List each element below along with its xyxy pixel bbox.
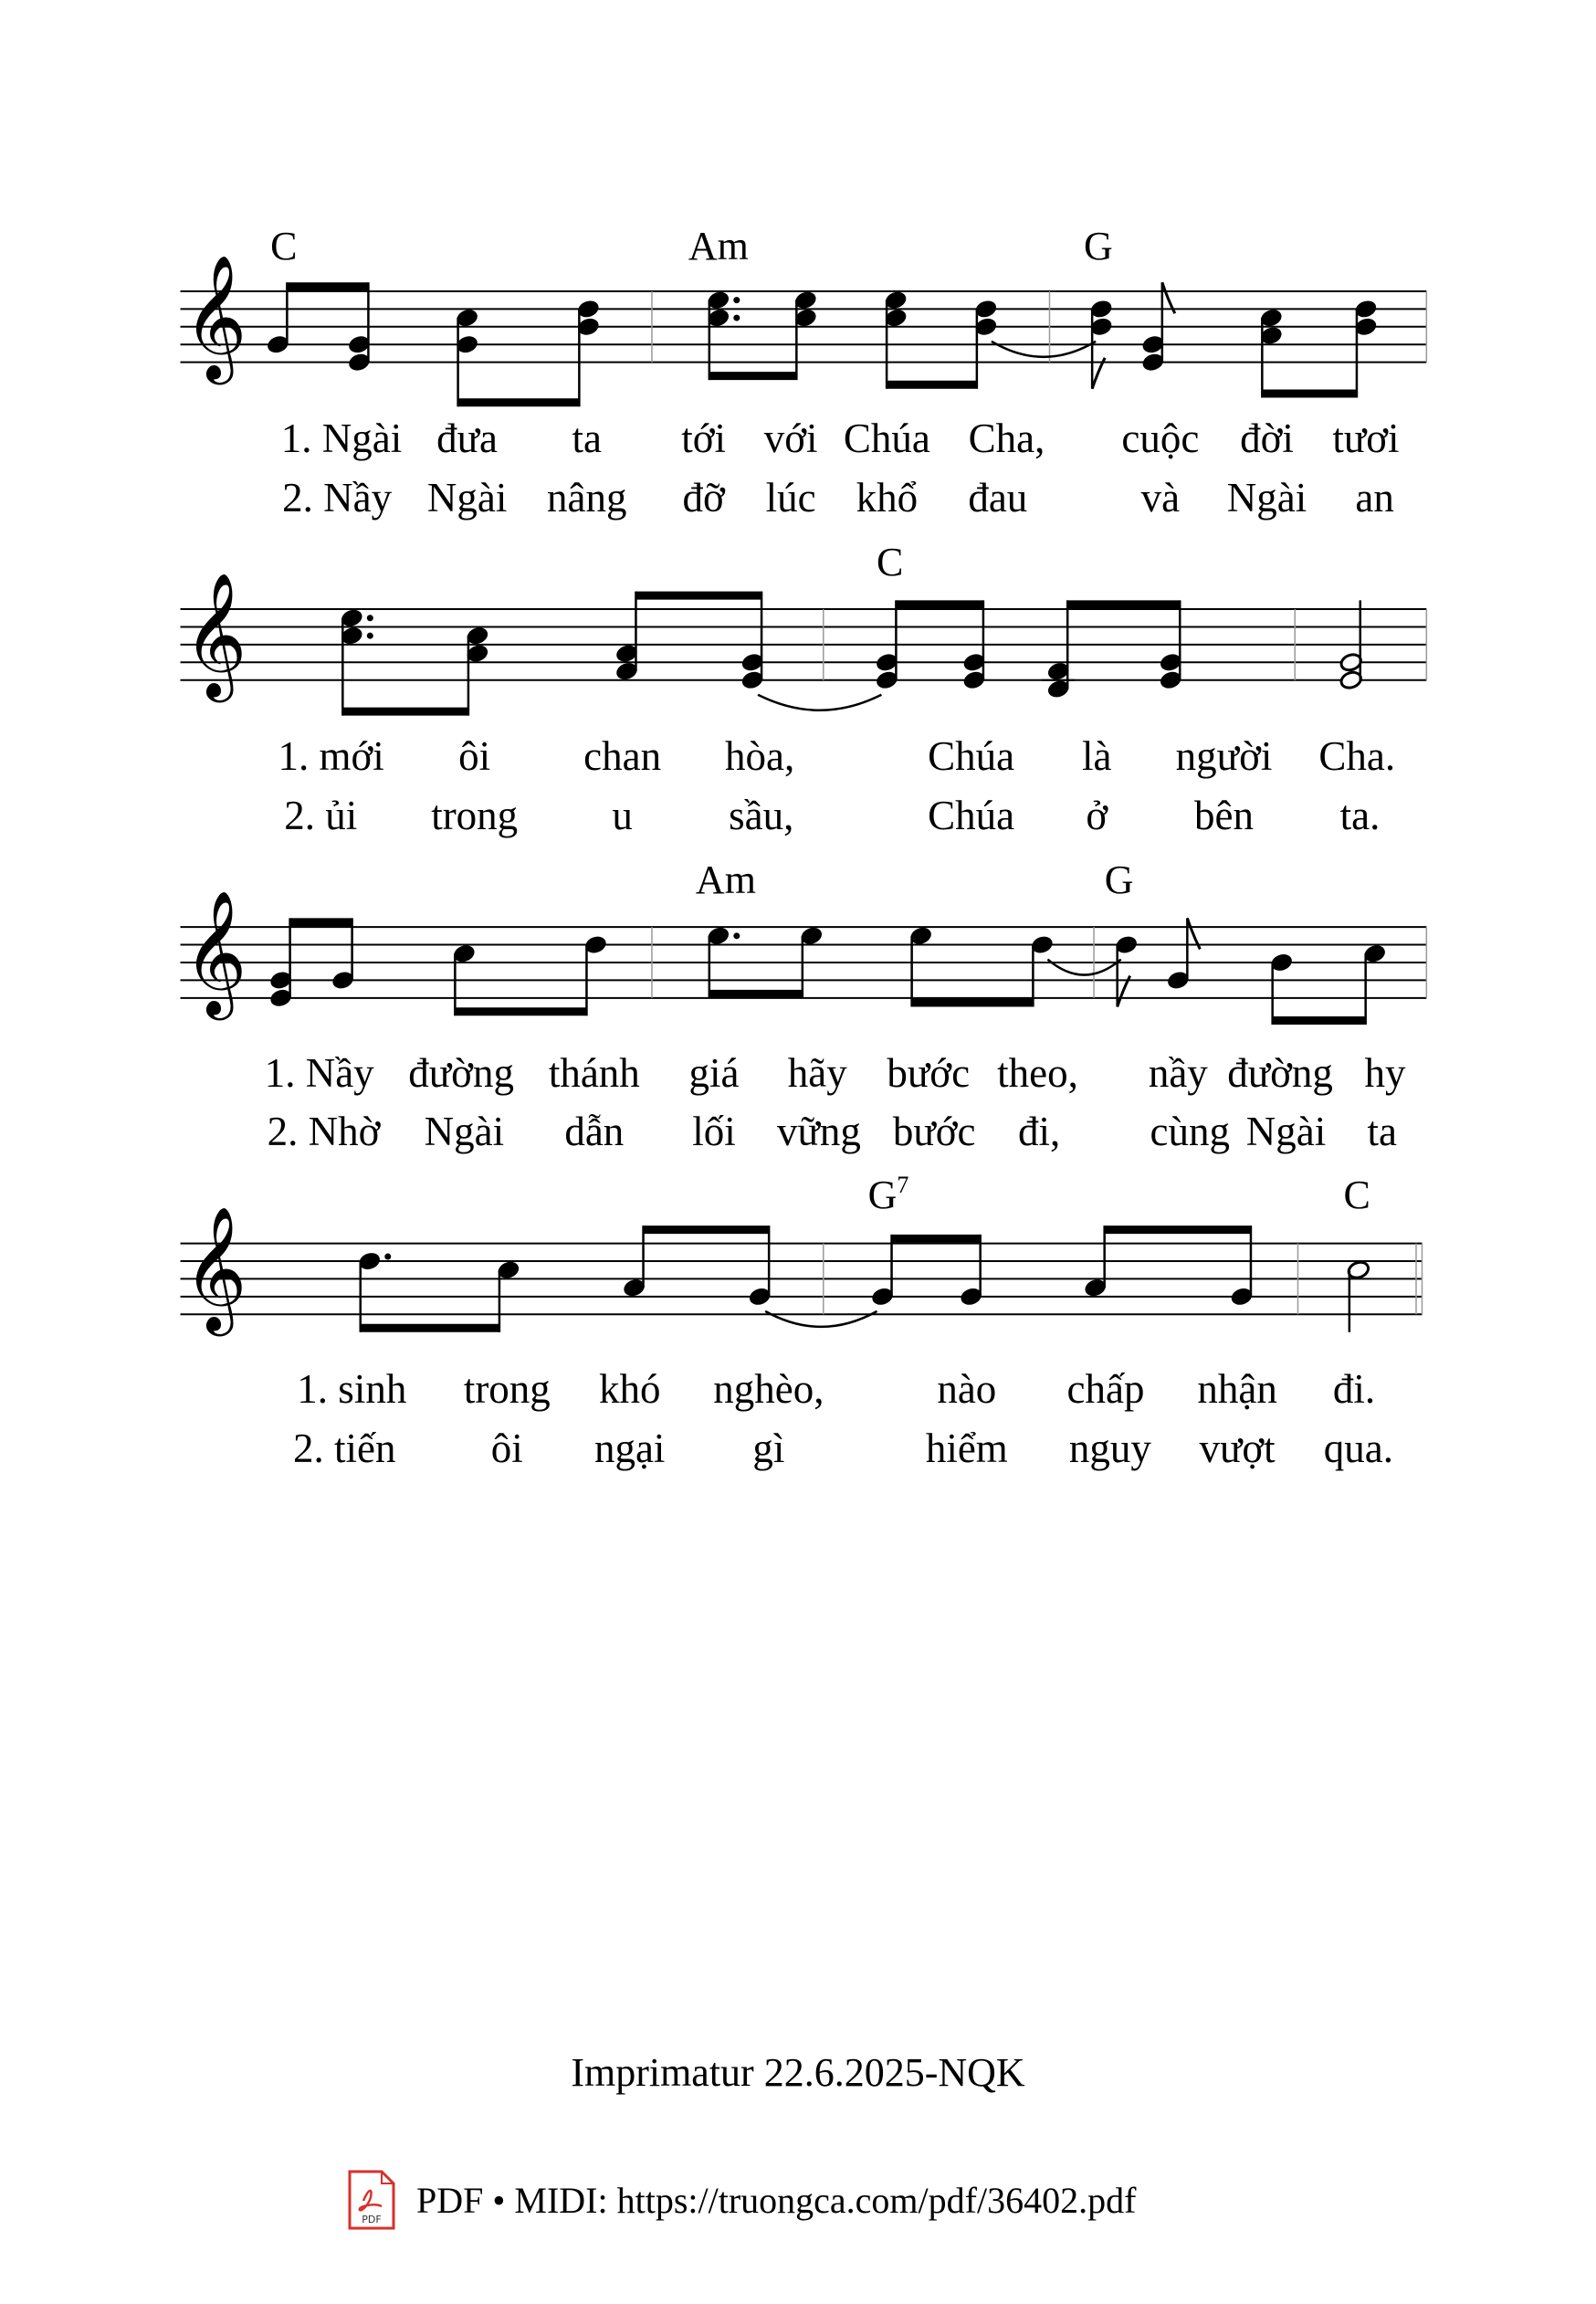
- lyric-syllable: 2. Nhờ: [267, 1109, 381, 1155]
- beam: [1273, 1016, 1366, 1025]
- lyric-syllable: ta.: [1339, 793, 1381, 839]
- lyric-syllable: Chúa: [928, 793, 1015, 839]
- lyric-syllable: người: [1175, 733, 1273, 780]
- lyric-syllable: bước: [892, 1109, 976, 1155]
- tie: [758, 695, 881, 710]
- lyric-syllable: Ngài: [426, 474, 508, 521]
- beam: [635, 592, 761, 600]
- beam: [1262, 390, 1357, 398]
- beam: [887, 381, 977, 389]
- chord-name: G: [867, 1173, 898, 1218]
- chord-extension: 7: [897, 1172, 909, 1199]
- chord-symbol: [1343, 1173, 1370, 1218]
- lyric-syllable: hiểm: [925, 1425, 1008, 1471]
- imprimatur-text: Imprimatur 22.6.2025-NQK: [571, 2050, 1025, 2095]
- lyric-syllable: đời: [1240, 416, 1294, 462]
- beam: [709, 990, 803, 998]
- treble-clef-icon: 𝄞: [183, 1205, 247, 1331]
- beam: [342, 708, 468, 716]
- lyric-syllable: Cha,: [968, 416, 1045, 462]
- lyric-syllable: Cha.: [1318, 733, 1396, 780]
- lyric-syllable: là: [1082, 733, 1112, 780]
- lyric-syllable: Ngài: [1226, 474, 1307, 521]
- pdf-midi-link[interactable]: PDF • MIDI: https://truongca.com/pdf/36402.pdf: [416, 2179, 1137, 2221]
- beam: [361, 1324, 499, 1332]
- lyric-syllable: đau: [968, 474, 1028, 521]
- chord-symbol: [688, 223, 749, 268]
- lyric-syllable: nâng: [546, 474, 627, 521]
- lyric-syllable: tới: [681, 416, 727, 462]
- lyric-syllable: hòa,: [725, 733, 795, 780]
- beam: [290, 918, 352, 926]
- lyric-syllable: thánh: [548, 1049, 640, 1096]
- lyric-syllable: đưa: [436, 416, 499, 462]
- lyric-syllable: u: [612, 793, 633, 839]
- lyric-syllable: nhận: [1197, 1366, 1277, 1413]
- lyric-syllable: đỡ: [682, 474, 725, 521]
- lyric-syllable: khó: [598, 1366, 661, 1413]
- lyric-syllable: với: [763, 416, 818, 462]
- staff-system: [181, 592, 1427, 716]
- lyric-syllable: Ngài: [424, 1109, 505, 1155]
- dot: [733, 315, 740, 321]
- lyric-syllable: 2. tiến: [292, 1425, 396, 1471]
- lyric-syllable: vững: [776, 1109, 861, 1155]
- lyric-syllable: ta: [572, 416, 602, 462]
- lyric-syllable: ta: [1367, 1109, 1397, 1155]
- lyric-syllable: 2. ủi: [284, 793, 358, 839]
- dot: [384, 1254, 391, 1260]
- download-links[interactable]: [347, 2170, 1136, 2230]
- lyric-syllable: Chúa: [843, 416, 930, 462]
- pdf-file-icon[interactable]: [347, 2170, 396, 2230]
- chord-symbol: [877, 542, 903, 583]
- chord-name: C: [1343, 1173, 1370, 1218]
- svg-text:PDF: PDF: [362, 2214, 382, 2225]
- lyric-syllable: theo,: [997, 1049, 1078, 1096]
- beam: [458, 398, 580, 406]
- chord-name: G: [1084, 223, 1113, 268]
- lyric-syllable: qua.: [1323, 1425, 1393, 1471]
- chord-symbol: [867, 1172, 909, 1218]
- lyric-syllable: lúc: [765, 474, 816, 521]
- beam: [709, 372, 797, 380]
- beam: [1067, 600, 1180, 608]
- beam: [455, 1007, 586, 1015]
- chord-name: Am: [695, 857, 756, 903]
- lyric-syllable: đi.: [1332, 1366, 1376, 1413]
- lyric-syllable: Ngài: [1245, 1109, 1327, 1155]
- lyric-syllable: tươi: [1332, 416, 1400, 462]
- lyric-syllable: chấp: [1066, 1366, 1145, 1413]
- chord-symbol: [270, 223, 298, 268]
- chord-name: C: [270, 223, 298, 268]
- lyric-syllable: đường: [408, 1049, 514, 1096]
- staff-system: [181, 282, 1427, 406]
- lyric-syllable: 1. Nầy: [264, 1049, 374, 1096]
- lyric-syllable: trong: [463, 1366, 551, 1413]
- lyric-syllable: bên: [1194, 793, 1255, 839]
- chord-name: Am: [688, 223, 749, 268]
- treble-clef-icon: 𝄞: [183, 888, 247, 1015]
- lyric-syllable: nghèo,: [713, 1366, 824, 1413]
- lyric-syllable: lối: [692, 1109, 736, 1155]
- dot: [367, 633, 373, 639]
- beam: [912, 999, 1034, 1007]
- lyric-syllable: nầy: [1148, 1049, 1208, 1096]
- dot: [733, 297, 740, 303]
- lyric-syllable: đường: [1227, 1049, 1333, 1096]
- chord-name: C: [876, 540, 904, 585]
- lyric-syllable: nguy: [1068, 1425, 1151, 1471]
- chord-symbol: [1084, 223, 1113, 268]
- lyric-syllable: dẫn: [564, 1109, 625, 1155]
- lyric-syllable: và: [1140, 474, 1181, 521]
- treble-clef-icon: 𝄞: [183, 252, 247, 379]
- staff-system: [181, 918, 1427, 1025]
- lyric-syllable: ngại: [593, 1425, 666, 1471]
- beam: [896, 600, 983, 608]
- lyric-syllable: hy: [1364, 1049, 1406, 1096]
- lyric-syllable: vượt: [1199, 1425, 1276, 1471]
- lyric-syllable: 1. Ngài: [280, 416, 403, 462]
- lyric-syllable: nào: [937, 1366, 997, 1413]
- lyric-syllable: ôi: [490, 1425, 523, 1471]
- dot: [367, 615, 373, 621]
- beam: [892, 1235, 981, 1243]
- chord-symbol: [695, 857, 756, 903]
- beam: [644, 1226, 770, 1234]
- dot: [733, 932, 740, 939]
- lyric-syllable: 1. sinh: [297, 1366, 407, 1413]
- beam: [287, 282, 368, 290]
- lyric-syllable: hãy: [787, 1049, 847, 1096]
- chord-name: G: [1104, 857, 1134, 903]
- lyric-syllable: đi,: [1018, 1109, 1061, 1155]
- lyric-syllable: trong: [431, 793, 519, 839]
- staff-system: [181, 1226, 1423, 1332]
- lyric-syllable: gì: [752, 1425, 785, 1471]
- lyric-syllable: ôi: [458, 733, 491, 780]
- lyric-syllable: cuộc: [1121, 416, 1200, 462]
- lyric-syllable: bước: [887, 1049, 971, 1096]
- lyric-syllable: sầu,: [729, 793, 794, 839]
- lyric-syllable: an: [1355, 474, 1394, 521]
- lyric-syllable: 1. mới: [278, 733, 384, 780]
- lyric-syllable: ở: [1086, 793, 1108, 839]
- treble-clef-icon: 𝄞: [183, 570, 247, 697]
- chord-symbol: [1104, 857, 1134, 903]
- lyric-syllable: khổ: [856, 474, 919, 521]
- lyric-syllable: giá: [688, 1049, 740, 1096]
- lyric-syllable: Chúa: [928, 733, 1015, 780]
- lyric-syllable: 2. Nầy: [282, 474, 393, 521]
- lyric-syllable: chan: [583, 733, 662, 780]
- lyric-syllable: cùng: [1150, 1109, 1231, 1155]
- beam: [1105, 1226, 1251, 1234]
